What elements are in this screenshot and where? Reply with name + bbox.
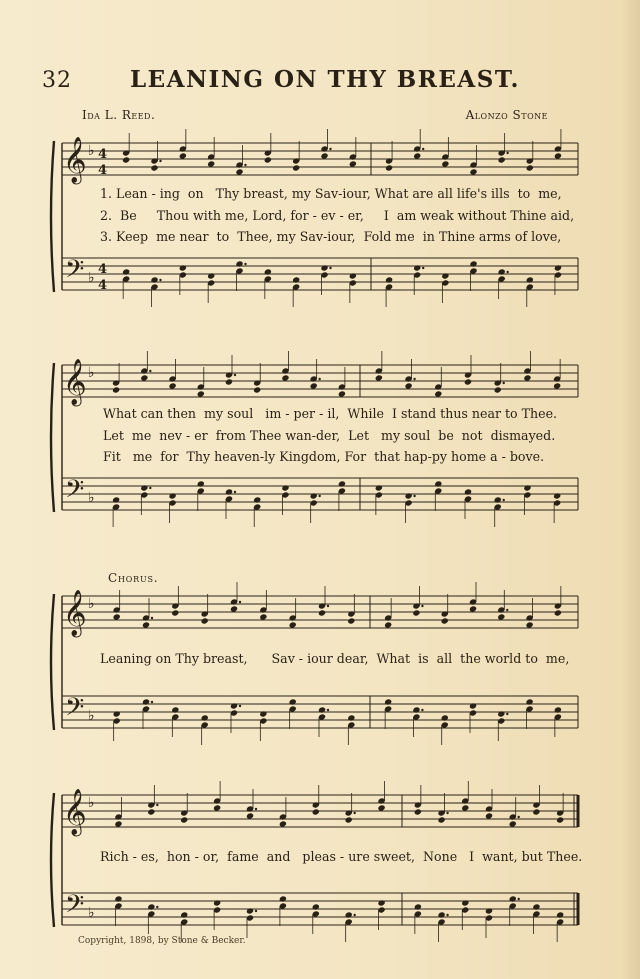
- system1-bass-note: [179, 264, 187, 271]
- system1-key-flat: ♭: [88, 143, 95, 159]
- system3-brace: [51, 594, 54, 730]
- page-number: 32: [42, 68, 72, 93]
- system1-bass-note: [526, 276, 534, 283]
- system2-treble-dot: [413, 378, 415, 380]
- system2-key-flat: ♭: [88, 490, 95, 506]
- system3-treble-note: [318, 609, 326, 616]
- system3-treble-dot: [421, 605, 423, 607]
- system3-bass-note: [318, 706, 326, 713]
- system3-bass-note: [384, 698, 392, 705]
- system1-bass-note: [469, 260, 477, 267]
- system1-treble-note: [526, 164, 534, 171]
- system3-treble-dot: [151, 617, 153, 619]
- system1-bass-note: [441, 272, 449, 279]
- system2-treble-note: [523, 374, 531, 381]
- system1-bass-dot: [244, 263, 246, 265]
- system4-key-flat: ♭: [88, 905, 95, 921]
- system4-bass-dot: [353, 914, 355, 916]
- system1-treble-note: [498, 156, 506, 163]
- system2-bass-note: [464, 488, 472, 495]
- system1-bass-note: [235, 260, 243, 267]
- system4-treble-note: [377, 804, 385, 811]
- system2-bass-dot: [413, 495, 415, 497]
- system4-treble-note: [485, 812, 493, 819]
- system2-treble-note: [112, 386, 120, 393]
- system1-treble-note: [264, 156, 272, 163]
- system1-treble-dot: [329, 148, 331, 150]
- lyric-line-s1-3: 3. Keep me near to Thee, my Sav-iour, Fold me in Thine arms of love,: [100, 229, 562, 244]
- system4-treble-note: [532, 808, 540, 815]
- system3-treble-note: [525, 621, 533, 628]
- system4-treble-note: [279, 820, 287, 827]
- system2-bass-clef: 𝄢: [65, 475, 85, 510]
- system3-key-flat: ♭: [88, 708, 95, 724]
- system3-bass-note: [412, 706, 420, 713]
- system4-bass-note: [556, 911, 564, 918]
- system4-treble-note: [246, 812, 254, 819]
- system1-treble-note: [554, 152, 562, 159]
- system1-treble-note: [179, 152, 187, 159]
- system2-bass-note: [523, 484, 531, 491]
- system4-bass-note: [377, 899, 385, 906]
- system4-bass-dot: [156, 906, 158, 908]
- system2-bass-note: [404, 492, 412, 499]
- system2-treble-note: [253, 386, 261, 393]
- system4-bass-note: [437, 911, 445, 918]
- lyric-line-s1-2: 2. Be Thou with me, Lord, for - ev - er, I am weak without Thine aid,: [100, 208, 575, 223]
- system2-bass-note: [140, 484, 148, 491]
- system4-bass-dot: [518, 898, 520, 900]
- system2-bass-note: [310, 492, 318, 499]
- system1-bass-dot: [159, 279, 161, 281]
- system4-treble-dot: [156, 804, 158, 806]
- system4-treble-note: [437, 816, 445, 823]
- system1-treble-dot: [422, 148, 424, 150]
- system3-bass-dot: [239, 705, 241, 707]
- system1-bass-note: [320, 264, 328, 271]
- system1-key-flat: ♭: [88, 270, 95, 286]
- system3-treble-note: [469, 605, 477, 612]
- system2-treble-note: [281, 374, 289, 381]
- system3-treble-note: [412, 609, 420, 616]
- system4-treble-dot: [255, 808, 257, 810]
- system1-treble-note: [441, 160, 449, 167]
- system2-bass-note: [281, 484, 289, 491]
- system4-key-flat: ♭: [88, 795, 95, 811]
- system4-bass-dot: [255, 910, 257, 912]
- system1-bass-note: [413, 264, 421, 271]
- system4-treble-note: [556, 816, 564, 823]
- system4-bass-note: [213, 899, 221, 906]
- system4-bass-clef: 𝄢: [65, 890, 85, 925]
- system3-bass-dot: [327, 709, 329, 711]
- system2-bass-dot: [503, 499, 505, 501]
- system1-bass-note: [122, 268, 130, 275]
- system4-treble-note: [509, 820, 517, 827]
- system4-treble-clef: 𝄞: [63, 789, 87, 835]
- system1-bass-note: [150, 276, 158, 283]
- system4-treble-note: [345, 816, 353, 823]
- system3-treble-note: [201, 617, 209, 624]
- system3-treble-note: [171, 609, 179, 616]
- system3-bass-dot: [151, 701, 153, 703]
- system1-treble-note: [385, 164, 393, 171]
- system3-treble-dot: [239, 601, 241, 603]
- system2-bass-note: [112, 496, 120, 503]
- system2-treble-note: [225, 378, 233, 385]
- system2-treble-note: [310, 382, 318, 389]
- system1-bass-dot: [329, 267, 331, 269]
- system3-treble-dot: [327, 605, 329, 607]
- system4-bass-note: [180, 911, 188, 918]
- system3-bass-note: [525, 698, 533, 705]
- lyric-line-s2-2: Let me nev - er from Thee wan-der, Let my soul be not dismayed.: [103, 428, 556, 443]
- system2-treble-clef: 𝄞: [63, 359, 87, 405]
- system3-treble-note: [347, 617, 355, 624]
- system1-treble-note: [292, 164, 300, 171]
- system1-treble-dot: [159, 160, 161, 162]
- system3-treble-note: [230, 605, 238, 612]
- system4-bass-note: [114, 895, 122, 902]
- lyric-line-s3-1: Leaning on Thy breast, Sav - iour dear, What is all the world to me,: [100, 651, 570, 666]
- system1-bass-dot: [506, 271, 508, 273]
- system2-treble-note: [338, 390, 346, 397]
- system1-bass-note: [292, 276, 300, 283]
- system3-bass-note: [113, 710, 121, 717]
- system3-treble-note: [289, 621, 297, 628]
- system1-bass-dot: [422, 267, 424, 269]
- system4-bass-note: [414, 903, 422, 910]
- system1-bass-note: [264, 268, 272, 275]
- system3-bass-note: [230, 702, 238, 709]
- lyric-line-s2-1: What can then my soul im - per - il, While I stand thus near to Thee.: [103, 406, 558, 421]
- system3-treble-dot: [506, 609, 508, 611]
- system3-bass-note: [347, 714, 355, 721]
- system3-treble-note: [441, 617, 449, 624]
- system4-treble-dot: [518, 816, 520, 818]
- system2-treble-note: [494, 386, 502, 393]
- system3-key-flat: ♭: [88, 596, 95, 612]
- system4-treble-dot: [446, 812, 448, 814]
- system1-bass-note: [385, 276, 393, 283]
- system1-treble-note: [349, 160, 357, 167]
- system4-bass-note: [485, 907, 493, 914]
- system2-bass-note: [338, 480, 346, 487]
- system4-bass-dot: [446, 914, 448, 916]
- system4-bass-note: [532, 903, 540, 910]
- system4-bass-note: [509, 895, 517, 902]
- system2-bass-note: [375, 484, 383, 491]
- system2-bass-dot: [234, 491, 236, 493]
- system3-bass-dot: [506, 713, 508, 715]
- system2-bass-note: [168, 492, 176, 499]
- system2-key-flat: ♭: [88, 365, 95, 381]
- system3-bass-note: [289, 698, 297, 705]
- system1-bass-note: [207, 272, 215, 279]
- system2-treble-note: [197, 390, 205, 397]
- system2-brace: [51, 363, 54, 512]
- lyricist-credit: Ida L. Reed.: [82, 108, 156, 122]
- lyric-line-s4-1: Rich - es, hon - or, fame and pleas - ure sweet, None I want, but Thee.: [100, 849, 583, 864]
- system1-treble-note: [469, 168, 477, 175]
- system2-bass-note: [253, 496, 261, 503]
- system4-bass-note: [147, 903, 155, 910]
- system4-bass-note: [345, 911, 353, 918]
- system4-bass-note: [246, 907, 254, 914]
- composer-credit: Alonzo Stone: [465, 108, 548, 122]
- system3-bass-note: [441, 714, 449, 721]
- system3-treble-note: [113, 613, 121, 620]
- system4-bass-note: [461, 899, 469, 906]
- system2-treble-note: [553, 382, 561, 389]
- system1-treble-note: [320, 152, 328, 159]
- system2-bass-note: [197, 480, 205, 487]
- system3-bass-note: [201, 714, 209, 721]
- lyric-line-s1-1: 1. Lean - ing on Thy breast, my Sav-iour, What are all life's ills to me,: [100, 186, 562, 201]
- hymn-title: LEANING ON THY BREAST.: [129, 66, 521, 93]
- system3-treble-clef: 𝄞: [63, 590, 87, 636]
- system3-bass-note: [259, 710, 267, 717]
- system3-bass-clef: 𝄢: [65, 693, 85, 728]
- system3-bass-note: [554, 706, 562, 713]
- system4-treble-note: [114, 820, 122, 827]
- system2-treble-dot: [318, 378, 320, 380]
- system1-treble-note: [235, 168, 243, 175]
- system2-treble-note: [464, 378, 472, 385]
- system2-treble-dot: [149, 370, 151, 372]
- system1-time-sig: 4: [98, 163, 108, 178]
- system2-treble-note: [375, 374, 383, 381]
- system3-treble-note: [554, 609, 562, 616]
- system1-treble-note: [122, 156, 130, 163]
- system4-bass-note: [279, 895, 287, 902]
- system1-treble-note: [413, 152, 421, 159]
- system1-bass-clef: 𝄢: [65, 255, 85, 290]
- system1-treble-dot: [244, 164, 246, 166]
- system4-treble-note: [213, 804, 221, 811]
- system2-treble-note: [140, 374, 148, 381]
- system1-treble-clef: 𝄞: [63, 137, 87, 183]
- system1-treble-dot: [506, 152, 508, 154]
- system3-bass-note: [469, 702, 477, 709]
- system2-bass-note: [553, 492, 561, 499]
- system3-bass-dot: [421, 709, 423, 711]
- system3-bass-note: [497, 710, 505, 717]
- system4-treble-dot: [353, 812, 355, 814]
- system4-treble-note: [414, 808, 422, 815]
- system1-brace: [51, 141, 54, 292]
- system1-treble-note: [150, 164, 158, 171]
- system1-bass-note: [349, 272, 357, 279]
- system3-treble-note: [142, 621, 150, 628]
- system1-bass-note: [554, 264, 562, 271]
- system3-treble-note: [384, 621, 392, 628]
- system1-time-sig: 4: [98, 278, 108, 293]
- system3-bass-note: [171, 706, 179, 713]
- system4-treble-note: [180, 816, 188, 823]
- system2-treble-dot: [503, 382, 505, 384]
- system4-bass-note: [312, 903, 320, 910]
- system4-treble-note: [147, 808, 155, 815]
- system4-treble-note: [461, 804, 469, 811]
- chorus-label: Chorus.: [108, 571, 159, 585]
- system2-treble-note: [434, 390, 442, 397]
- system2-treble-dot: [234, 374, 236, 376]
- lyric-line-s2-3: Fit me for Thy heaven-ly Kingdom, For that hap-py home a - bove.: [103, 449, 545, 464]
- system3-treble-note: [259, 613, 267, 620]
- system1-treble-note: [207, 160, 215, 167]
- system2-bass-note: [494, 496, 502, 503]
- system2-bass-note: [434, 480, 442, 487]
- system1-time-sig: 4: [98, 147, 108, 162]
- system2-treble-note: [168, 382, 176, 389]
- system4-treble-note: [312, 808, 320, 815]
- system2-bass-dot: [149, 487, 151, 489]
- system2-bass-dot: [318, 495, 320, 497]
- copyright-notice: Copyright, 1898, by Stone & Becker.: [78, 936, 246, 946]
- system2-bass-note: [225, 488, 233, 495]
- system3-treble-note: [497, 613, 505, 620]
- system2-treble-note: [404, 382, 412, 389]
- system1-bass-note: [498, 268, 506, 275]
- system3-bass-note: [142, 698, 150, 705]
- system4-brace: [51, 793, 54, 927]
- system1-time-sig: 4: [98, 262, 108, 277]
